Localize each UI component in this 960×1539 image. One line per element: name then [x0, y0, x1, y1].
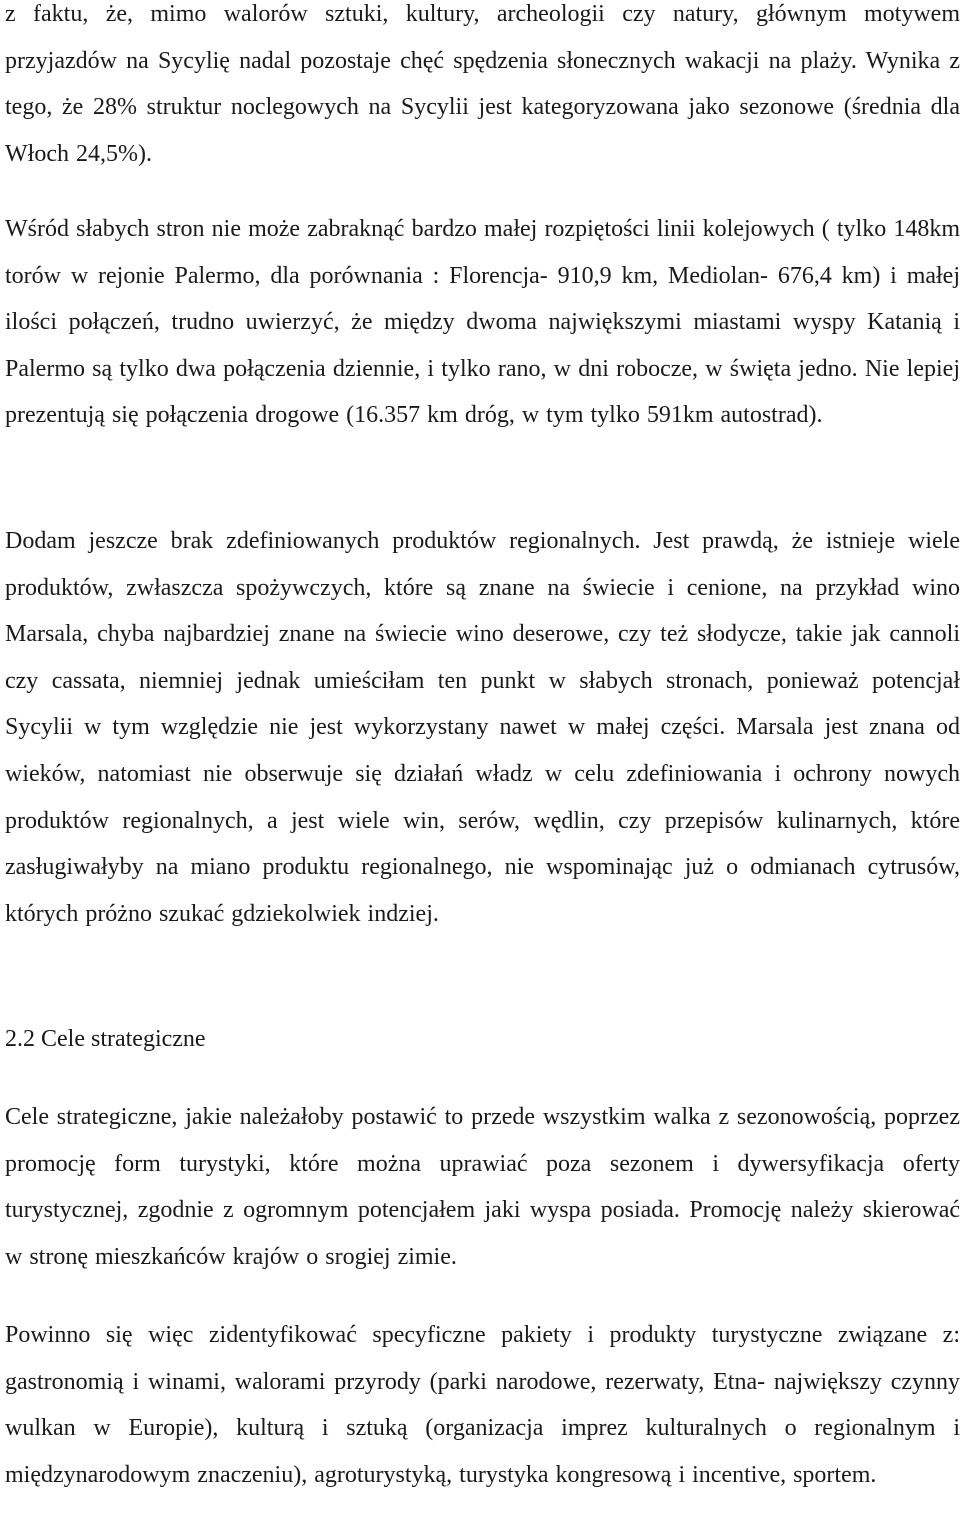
paragraph-seasonality: z faktu, że, mimo walorów sztuki, kultury, archeologii czy natury, głównym motywem przyjazdów na Sycylię nadal pozostaje chęć spędzenia słonecznych wakacji na plaży. Wynika z tego, że 28% struktur noclegowych na Sycylii jest kategoryzowana jako sezonowe (średnia dla Włoch 24,5%). — [5, 1, 960, 167]
paragraph-regional-products: Dodam jeszcze brak zdefiniowanych produktów regionalnych. Jest prawdą, że istnieje wiele produktów, zwłaszcza spożywczych, które są znane na świecie i cenione, na przykład wino Marsala, chyba najbardziej znane na świecie wino deserowe, czy też słodycze, takie jak cannoli czy cassata, niemniej jednak umieściłam ten punkt w słabych stronach, ponieważ potencjał Sycylii w tym względzie nie jest wykorzystany nawet w małej części. Marsala jest znana od wieków, natomiast nie obserwuje się działań władz w celu zdefiniowania i ochrony nowych produktów regionalnych, a jest wiele win, serów, wędlin, czy przepisów kulinarnych, które zasługiwałyby na miano produktu regionalnego, nie wspominając już o odmianach cytrusów, których próżno szukać gdziekolwiek indziej. — [5, 528, 960, 927]
section-heading: 2.2 Cele strategiczne — [5, 1026, 206, 1052]
paragraph-tourism-packages: Powinno się więc zidentyfikować specyficzne pakiety i produkty turystyczne związane z: gastronomią i winami, walorami przyrody (parki narodowe, rezerwaty, Etna- największy czynny wulkan w Europie), kulturą i sztuką (organizacja imprez kulturalnych o regionalnym i międzynarodowym znaczeniu), agroturystyką, turystyka kongresową i incentive, sportem. — [5, 1322, 960, 1488]
paragraph-strategic-goals: Cele strategiczne, jakie należałoby postawić to przede wszystkim walka z sezonowością, poprzez promocję form turystyki, które można uprawiać poza sezonem i dywersyfikacja oferty turystycznej, zgodnie z ogromnym potencjałem jaki wyspa posiada. Promocję należy skierować w stronę mieszkańców krajów o srogiej zimie. — [5, 1104, 960, 1270]
paragraph-transport-weaknesses: Wśród słabych stron nie może zabraknąć bardzo małej rozpiętości linii kolejowych ( tylko 148km torów w rejonie Palermo, dla porównania : Florencja- 910,9 km, Mediolan- 676,4 km) i małej ilości połączeń, trudno uwierzyć, że między dwoma największymi miastami wyspy Katanią i Palermo są tylko dwa połączenia dziennie, i tylko rano, w dni robocze, w święta jedno. Nie lepiej prezentują się połączenia drogowe (16.357 km dróg, w tym tylko 591km autostrad). — [5, 216, 960, 429]
